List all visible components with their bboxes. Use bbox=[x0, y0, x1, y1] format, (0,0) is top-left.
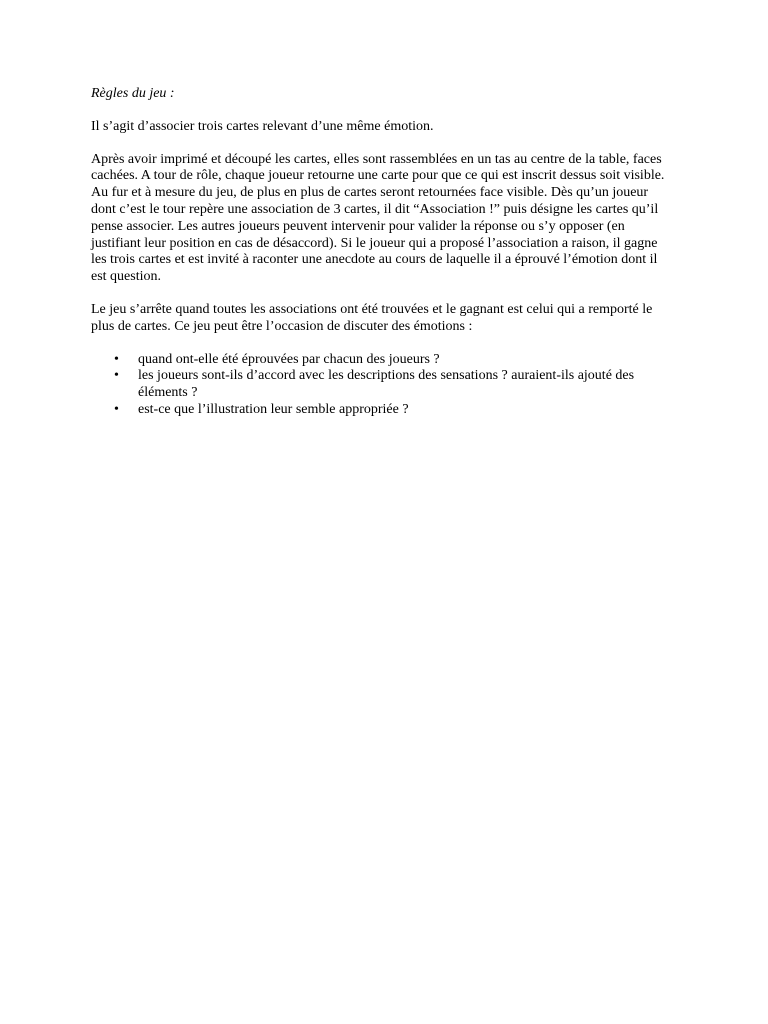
list-item-text: les joueurs sont-ils d’accord avec les descriptions des sensations ? auraient-ils ajouté des éléments ? bbox=[138, 368, 635, 401]
list-item bbox=[91, 368, 676, 402]
list-item-text: quand ont-elle été éprouvées par chacun des joueurs ? bbox=[138, 351, 440, 367]
document-page bbox=[91, 86, 676, 419]
intro-paragraph: Il s’agit d’associer trois cartes relevant d’une même émotion. bbox=[91, 118, 434, 134]
rules-heading: Règles du jeu : bbox=[91, 86, 175, 101]
bullet-icon: • bbox=[114, 351, 119, 367]
ending-paragraph: Le jeu s’arrête quand toutes les associations ont été trouvées et le gagnant est celui qui a remporté le plus de cartes. Ce jeu peut être l’occasion de discuter des émotions : bbox=[91, 301, 653, 334]
list-item-text: est-ce que l’illustration leur semble appropriée ? bbox=[138, 401, 409, 417]
gameplay-paragraph: Après avoir imprimé et découpé les cartes, elles sont rassemblées en un tas au centre de la table, faces cachées. A tour de rôle, chaque joueur retourne une carte pour que ce qui est inscrit dessus soit visible. Au fur et à mesure du jeu, de plus en plus de cartes seront retournées face visible. Dès qu’un joueur dont c’est le tour repère une association de 3 cartes, il dit “Association !” puis désigne les cartes qu’il pense associer. Les autres joueurs peuvent intervenir pour valider la réponse ou s’y opposer (en justifiant leur position en cas de désaccord). Si le joueur qui a proposé l’association a raison, il gagne les trois cartes et est invité à raconter une anecdote au cours de laquelle il a éprouvé l’émotion dont il est question. bbox=[91, 151, 665, 285]
bullet-icon: • bbox=[114, 368, 119, 384]
discussion-list bbox=[91, 352, 676, 419]
list-item bbox=[91, 352, 676, 369]
list-item bbox=[91, 402, 676, 419]
bullet-icon: • bbox=[114, 401, 119, 417]
